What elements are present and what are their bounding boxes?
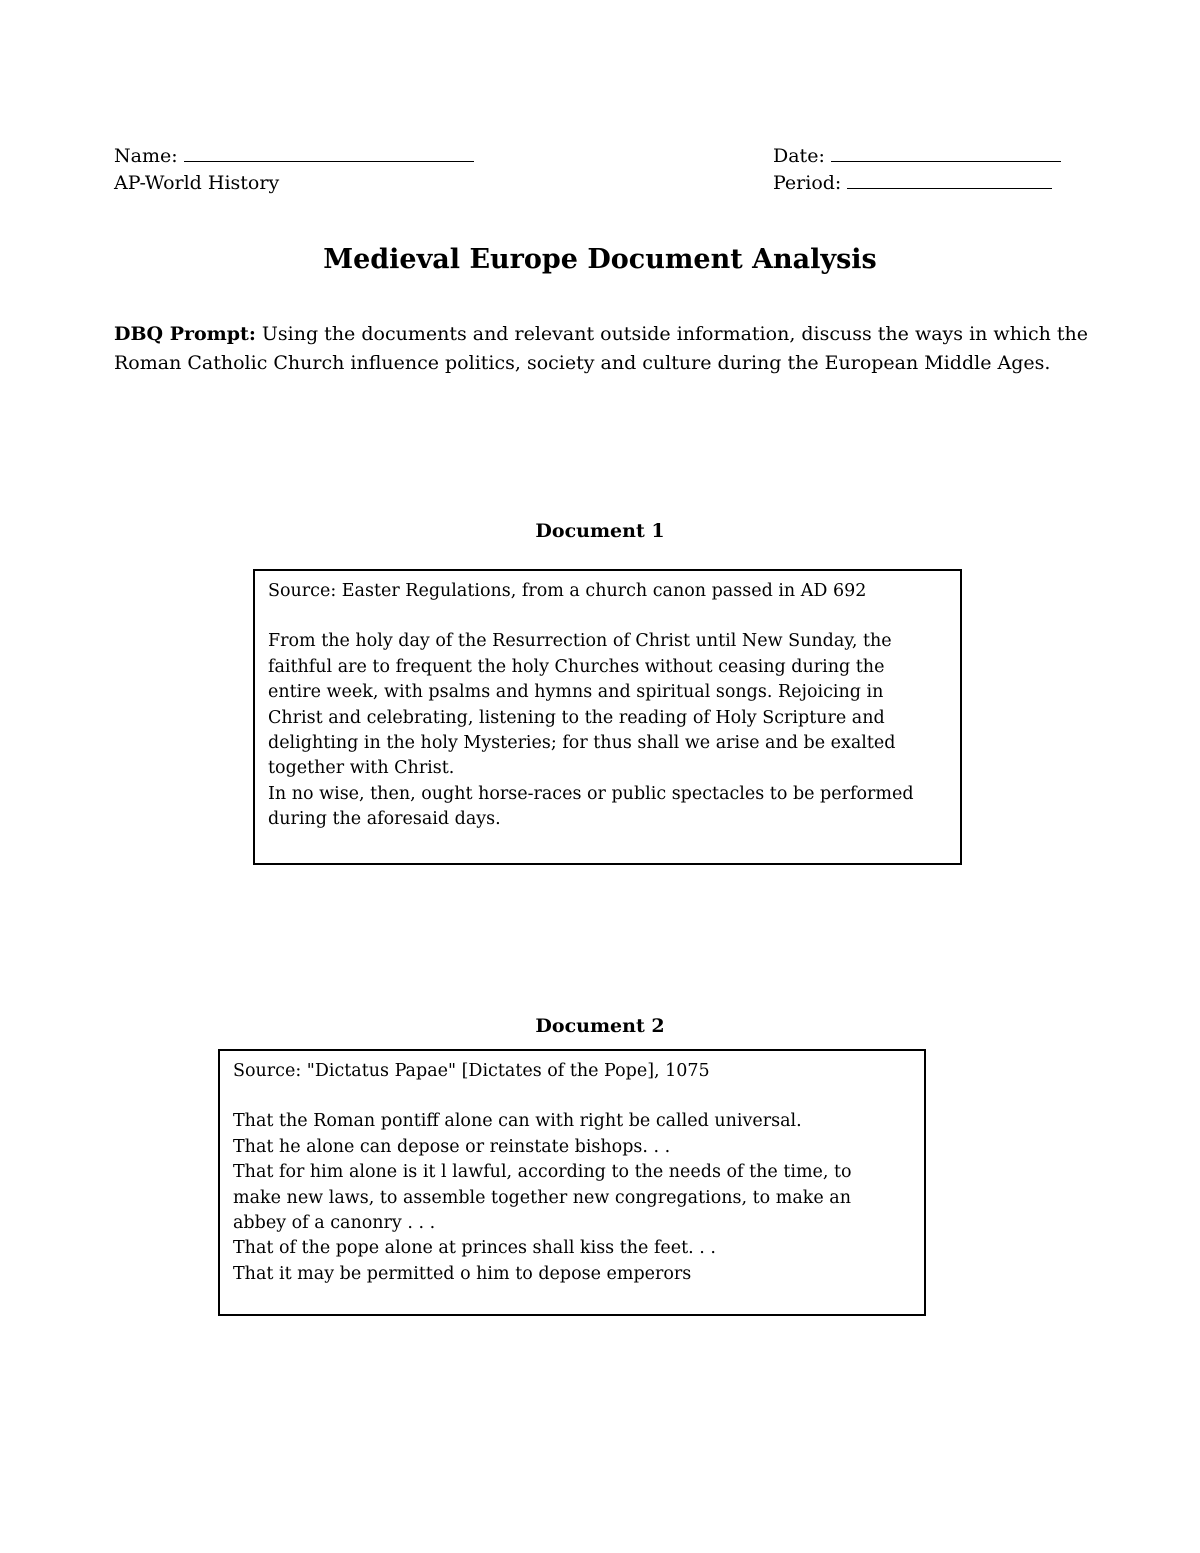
document-2-line: That for him alone is it l lawful, according to the needs of the time, to (233, 1162, 852, 1183)
period-label: Period: (773, 172, 842, 194)
document-1-line: Christ and celebrating, listening to the reading of Holy Scripture and (268, 707, 885, 728)
name-blank[interactable] (184, 143, 474, 162)
date-field[interactable] (773, 143, 1061, 169)
document-2-line: abbey of a canonry . . . (233, 1213, 436, 1234)
dbq-prompt (114, 320, 1089, 377)
document-2-source: Source: "Dictatus Papae" [Dictates of the Pope], 1075 (233, 1061, 710, 1081)
document-1-line: delighting in the holy Mysteries; for thus shall we arise and be exalted (268, 733, 896, 754)
document-2-line: That he alone can depose or reinstate bishops. . . (233, 1136, 671, 1157)
date-blank[interactable] (831, 143, 1061, 162)
document-1-line: In no wise, then, ought horse-races or public spectacles to be performed (268, 783, 914, 804)
prompt-label: DBQ Prompt: (114, 323, 256, 345)
document-1-line: faithful are to frequent the holy Churches without ceasing during the (268, 656, 885, 677)
page-title: Medieval Europe Document Analysis (323, 244, 877, 275)
document-2-line: That it may be permitted o him to depose emperors (233, 1263, 692, 1284)
document-2-box (218, 1049, 926, 1316)
document-1-box (253, 569, 962, 865)
prompt-text: Using the documents and relevant outside information, discuss the ways in which the Roman Catholic Church influence politics, society and culture during the European Middle Ages. (114, 323, 1089, 374)
document-1-source: Source: Easter Regulations, from a church canon passed in AD 692 (268, 581, 867, 601)
document-2-line: make new laws, to assemble together new congregations, to make an (233, 1187, 852, 1208)
name-field[interactable] (114, 143, 474, 169)
period-field[interactable] (773, 170, 1052, 196)
document-1-line: entire week, with psalms and hymns and spiritual songs. Rejoicing in (268, 682, 884, 703)
document-1-line: together with Christ. (268, 758, 455, 779)
name-label: Name: (114, 145, 178, 167)
document-1-heading: Document 1 (535, 520, 665, 542)
document-2-line: That of the pope alone at princes shall kiss the feet. . . (233, 1238, 716, 1259)
document-1-line: From the holy day of the Resurrection of Christ until New Sunday, the (268, 631, 892, 652)
document-1-line: during the aforesaid days. (268, 809, 501, 830)
document-2-line: That the Roman pontiff alone can with right be called universal. (233, 1111, 802, 1132)
period-blank[interactable] (847, 170, 1052, 189)
document-2-heading: Document 2 (535, 1015, 665, 1037)
course-label: AP-World History (114, 172, 280, 194)
date-label: Date: (773, 145, 825, 167)
